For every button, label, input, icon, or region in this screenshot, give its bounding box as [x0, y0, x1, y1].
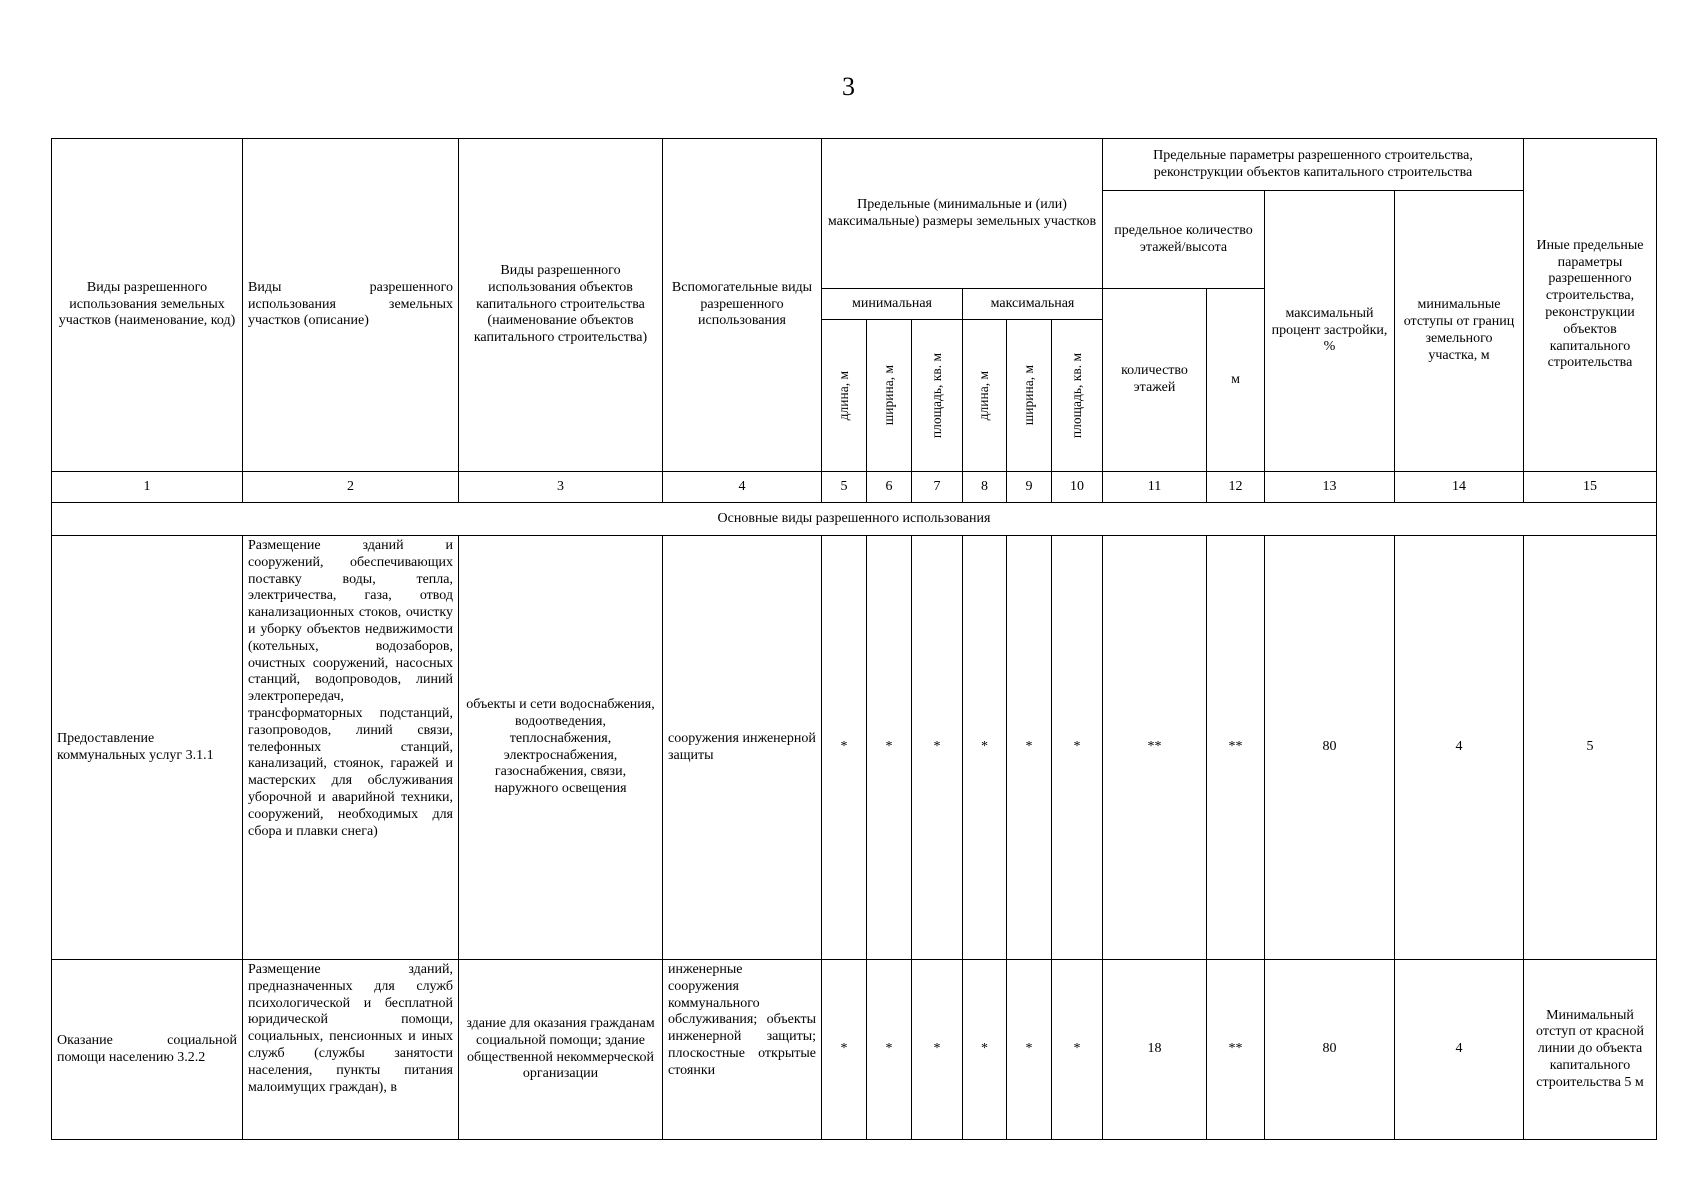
header-build-params: Предельные параметры разрешенного строительства, реконструкции объектов капитального строительства: [1103, 139, 1524, 191]
column-number: 11: [1103, 472, 1207, 503]
land-use-description-text: Размещение зданий, предназначенных для служб психологической и бесплатной юридической помощи, социальных, пенсионных и иных служб (службы занятости населения, пункты питания малоимущих граждан), в: [248, 962, 453, 1095]
header-maximal: максимальная: [963, 289, 1103, 320]
header-minimal: минимальная: [822, 289, 963, 320]
column-number: 13: [1265, 472, 1395, 503]
header-floors-count: количество этажей: [1103, 289, 1207, 472]
header-col3: Виды разрешенного использования объектов капитального строительства (наименование объектов капитального строительства): [459, 139, 663, 472]
height-value: **: [1207, 536, 1265, 960]
max-percent-value: 80: [1265, 536, 1395, 960]
header-other-params: Иные предельные параметры разрешенного строительства, реконструкции объектов капитального строительства: [1524, 139, 1657, 472]
table-row: [52, 960, 1657, 1140]
table-row: [52, 536, 1657, 960]
other-params-value: Минимальный отступ от красной линии до объекта капитального строительства 5 м: [1524, 960, 1657, 1140]
floors-value: **: [1103, 536, 1207, 960]
setback-value: 4: [1395, 536, 1524, 960]
header-max-area: площадь, кв. м: [1052, 320, 1103, 472]
header-max-length: длина, м: [963, 320, 1007, 472]
auxiliary-uses: [663, 960, 822, 1140]
header-min-width: ширина, м: [867, 320, 912, 472]
section-title: Основные виды разрешенного использования: [52, 503, 1657, 536]
column-number: 1: [52, 472, 243, 503]
column-number: 8: [963, 472, 1007, 503]
column-number: 9: [1007, 472, 1052, 503]
building-objects: здание для оказания гражданам социальной помощи; здание общественной некоммерческой организации: [459, 960, 663, 1140]
max-length-value: *: [963, 960, 1007, 1140]
column-number: 10: [1052, 472, 1103, 503]
header-col1: Виды разрешенного использования земельных участков (наименование, код): [52, 139, 243, 472]
max-width-value: *: [1007, 536, 1052, 960]
page-number: 3: [842, 72, 855, 101]
column-number: 5: [822, 472, 867, 503]
min-area-value: *: [912, 536, 963, 960]
land-use-name: Предоставление коммунальных услуг 3.1.1: [52, 536, 243, 960]
land-use-description: [243, 960, 459, 1140]
column-number: 14: [1395, 472, 1524, 503]
setback-value: 4: [1395, 960, 1524, 1140]
auxiliary-uses-text: инженерные сооружения коммунального обслуживания; объекты инженерной защиты; плоскостные открытые стоянки: [668, 962, 816, 1078]
zoning-parameters-table: [51, 138, 1657, 1140]
header-floors-height: предельное количество этажей/высота: [1103, 191, 1265, 289]
header-max-percent: максимальный процент застройки, %: [1265, 191, 1395, 472]
min-area-value: *: [912, 960, 963, 1140]
building-objects: объекты и сети водоснабжения, водоотведения, теплоснабжения, электроснабжения, газоснабжения, связи, наружного освещения: [459, 536, 663, 960]
column-number: 6: [867, 472, 912, 503]
column-number: 2: [243, 472, 459, 503]
other-params-value: 5: [1524, 536, 1657, 960]
max-length-value: *: [963, 536, 1007, 960]
column-number: 7: [912, 472, 963, 503]
header-min-setback: минимальные отступы от границ земельного участка, м: [1395, 191, 1524, 472]
header-col2: Виды разрешенного использования земельных участков (описание): [243, 139, 459, 472]
header-min-length: длина, м: [822, 320, 867, 472]
column-number: 15: [1524, 472, 1657, 503]
header-max-width: ширина, м: [1007, 320, 1052, 472]
min-length-value: *: [822, 536, 867, 960]
column-number: 4: [663, 472, 822, 503]
max-area-value: *: [1052, 960, 1103, 1140]
column-number: 12: [1207, 472, 1265, 503]
min-width-value: *: [867, 960, 912, 1140]
column-number: 3: [459, 472, 663, 503]
max-percent-value: 80: [1265, 960, 1395, 1140]
column-number-row: [52, 472, 1657, 503]
min-width-value: *: [867, 536, 912, 960]
floors-value: 18: [1103, 960, 1207, 1140]
land-use-name: Оказание социальной помощи населению 3.2.2: [52, 960, 243, 1140]
auxiliary-uses: сооружения инженерной защиты: [663, 536, 822, 960]
header-min-area: площадь, кв. м: [912, 320, 963, 472]
height-value: **: [1207, 960, 1265, 1140]
header-col4: Вспомогательные виды разрешенного использования: [663, 139, 822, 472]
header-meters: м: [1207, 289, 1265, 472]
land-use-description: Размещение зданий и сооружений, обеспечивающих поставку воды, тепла, электричества, газа, отвод канализационных стоков, очистку и уборку объектов недвижимости (котельных, водозаборов, очистных сооружений, насосных станций, водопроводов, линий электропередач, трансформаторных подстанций, газопроводов, линий связи, телефонных станций, канализаций, стоянок, гаражей и мастерских для обслуживания уборочной и аварийной техники, сооружений, необходимых для сбора и плавки снега): [243, 536, 459, 960]
max-area-value: *: [1052, 536, 1103, 960]
min-length-value: *: [822, 960, 867, 1140]
header-plot-sizes: Предельные (минимальные и (или) максимальные) размеры земельных участков: [822, 139, 1103, 289]
max-width-value: *: [1007, 960, 1052, 1140]
